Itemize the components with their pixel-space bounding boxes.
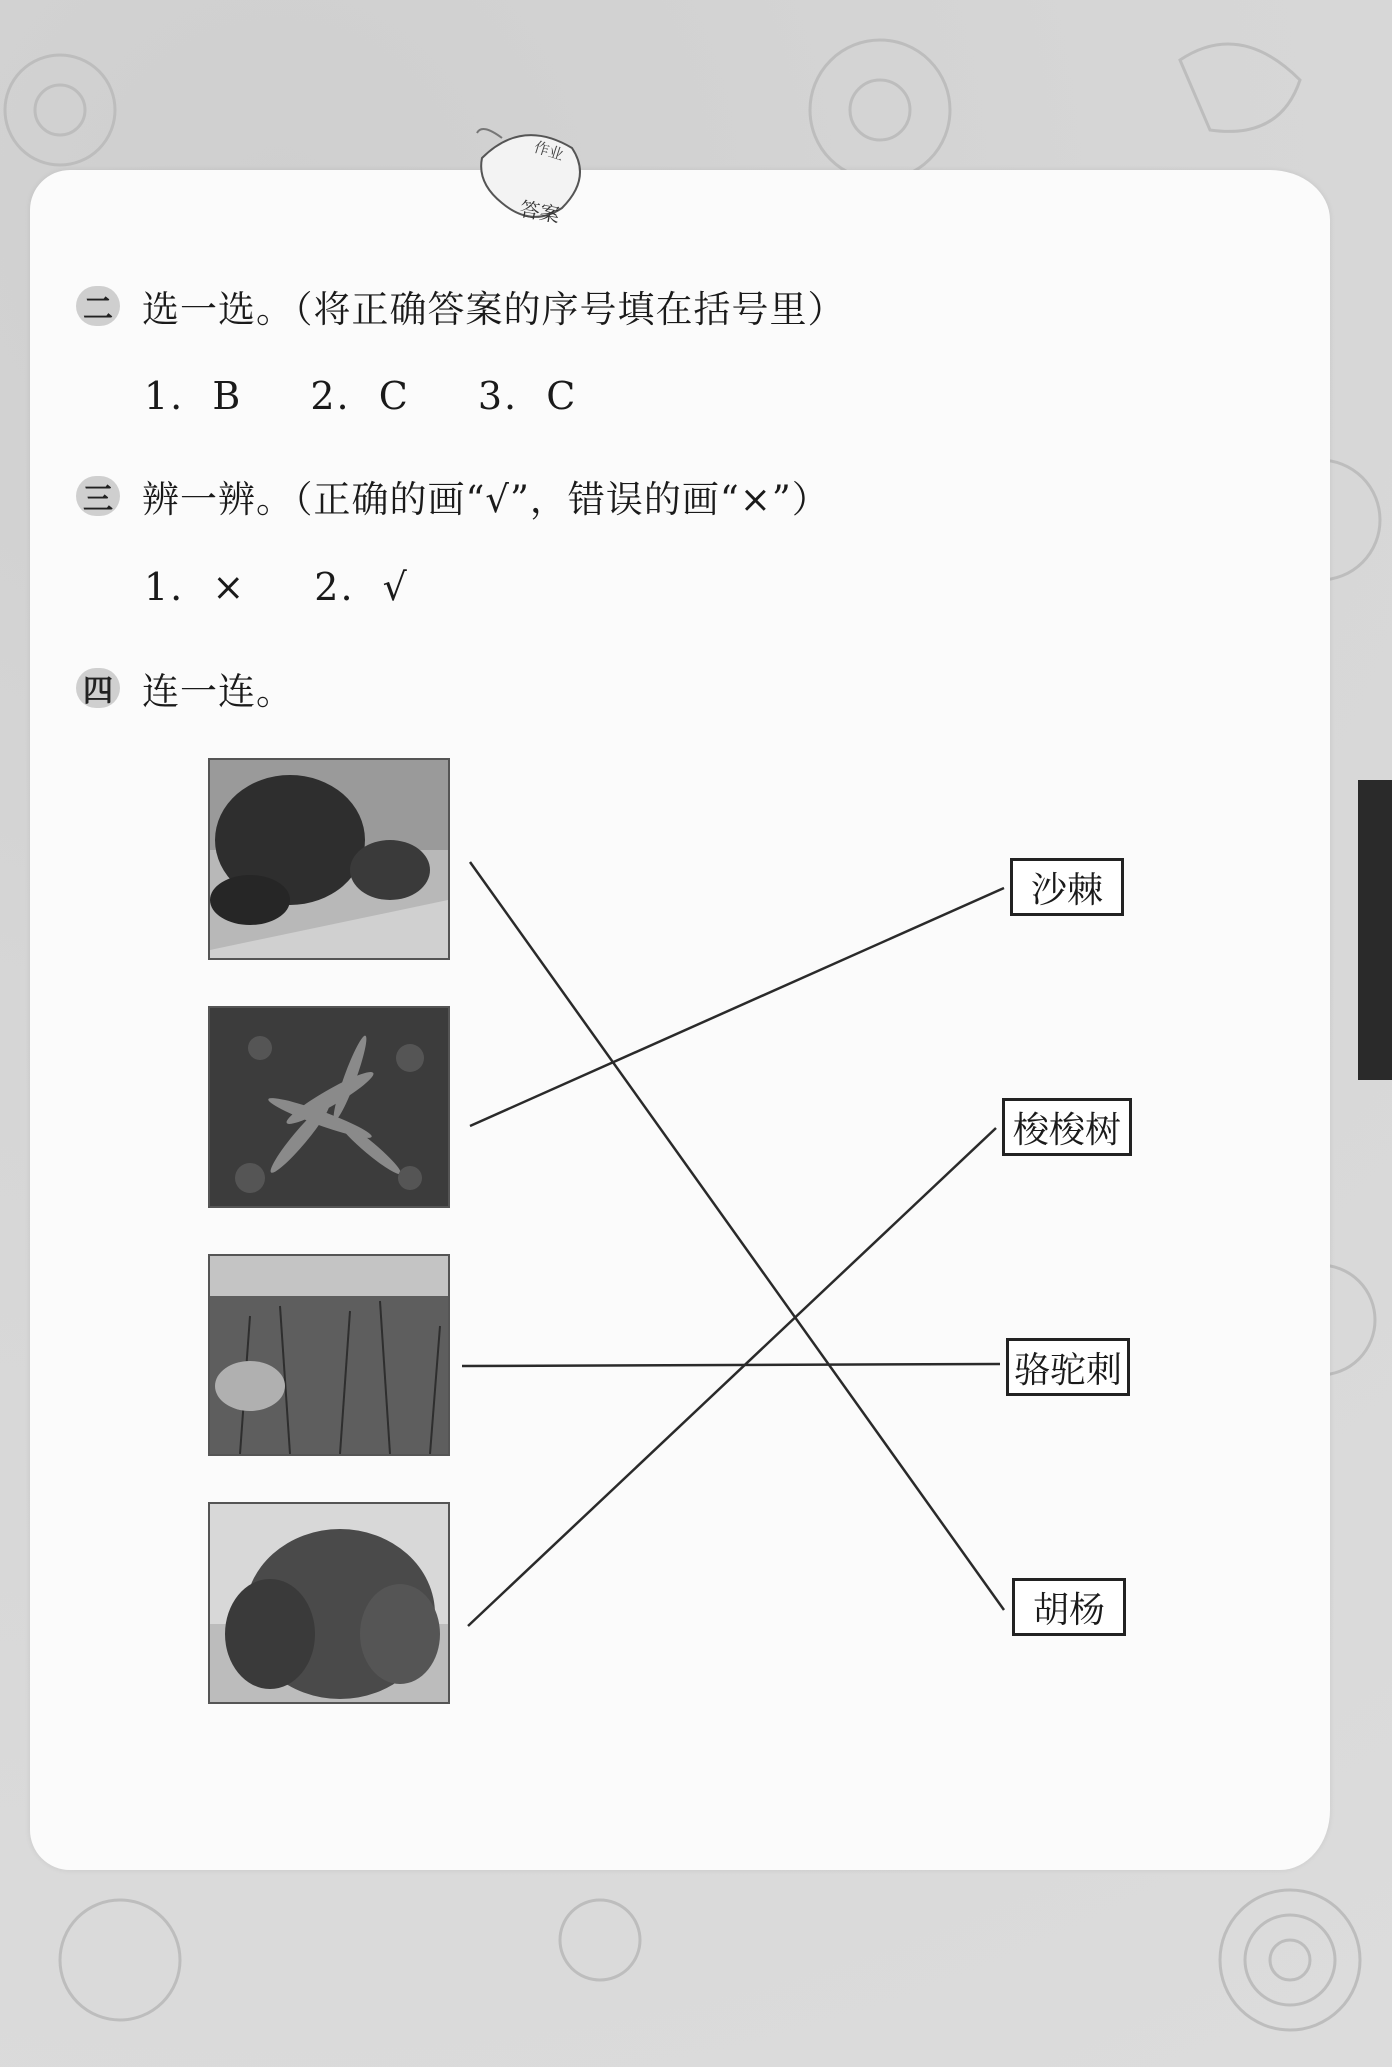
answer-item: 1. B — [144, 374, 243, 418]
section-number-badge: 四 — [76, 668, 120, 708]
label-sea-buckthorn: 沙棘 — [1010, 858, 1124, 916]
section-number-badge: 二 — [76, 286, 120, 326]
section-title: 辨一辨。（正确的画“√”，错误的画“×”） — [142, 478, 830, 521]
label-saxaul: 梭梭树 — [1002, 1098, 1132, 1156]
section-title: 选一选。（将正确答案的序号填在括号里） — [142, 288, 846, 331]
section-number-badge: 三 — [76, 476, 120, 516]
section-4-header — [76, 662, 294, 714]
saxaul-photo — [208, 1502, 450, 1704]
answer-item: 2. C — [310, 374, 410, 418]
answer-item: 2. √ — [314, 565, 409, 609]
answer-item: 3. C — [477, 374, 578, 418]
logo-bottom-text: 答案 — [517, 196, 562, 228]
section-title: 连一连。 — [142, 670, 294, 713]
label-camelthorn: 骆驼刺 — [1006, 1338, 1130, 1396]
answer-item: 1. × — [144, 565, 247, 609]
oleaster-photo — [208, 1006, 450, 1208]
logo-top-text: 作业 — [531, 137, 566, 165]
section-3-answers — [144, 565, 449, 609]
label-desert-poplar: 胡杨 — [1012, 1578, 1126, 1636]
section-3-header — [76, 470, 830, 522]
section-2-header — [76, 280, 846, 332]
poplar-photo — [208, 758, 450, 960]
camelthorn-photo — [208, 1254, 450, 1456]
section-2-answers — [144, 374, 617, 418]
